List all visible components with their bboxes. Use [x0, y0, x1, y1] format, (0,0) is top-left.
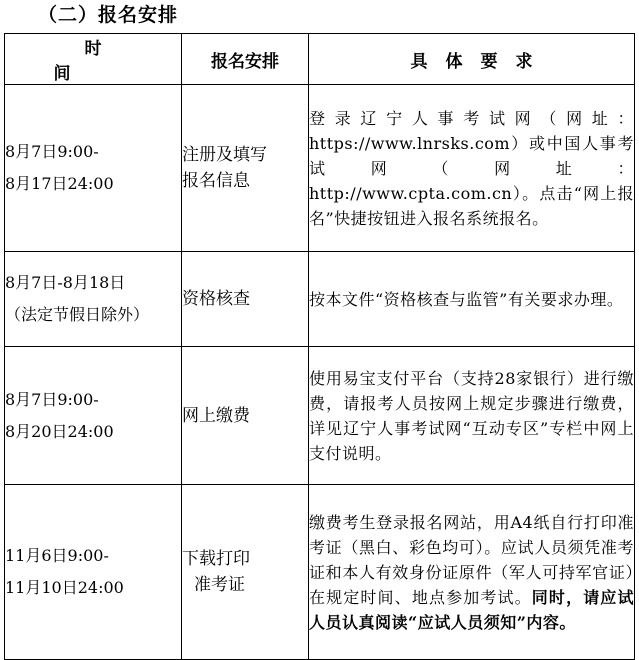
arrangement-cell [182, 252, 309, 347]
header-requirements: 具体要求 [309, 34, 635, 85]
table-row [5, 252, 635, 347]
table-row [5, 347, 635, 485]
arrangement-line: 网上缴费 [182, 405, 250, 426]
arrangement-line: 报名信息 [182, 171, 250, 191]
time-line: 8月7日9:00- [5, 142, 99, 161]
time-line: 8月20日24:00 [5, 421, 114, 441]
time-line: 11月6日9:00- [5, 546, 109, 565]
arrangement-line: 注册及填写 [182, 145, 267, 165]
time-line: （法定节假日除外） [5, 305, 150, 324]
time-line: 11月10日24:00 [5, 578, 124, 597]
time-cell [5, 252, 182, 347]
requirements-cell [309, 485, 635, 660]
arrangement-line: 准考证 [194, 575, 245, 595]
table-header-row [5, 34, 635, 85]
section-heading: （二）报名安排 [38, 4, 179, 26]
arrangement-cell [182, 485, 309, 660]
arrangement-line: 下载打印 [182, 549, 250, 569]
requirements-bold-notice: 同时，请应试人员认真阅读“应试人员须知”内容。 [309, 587, 634, 632]
time-line: 8月7日-8月18日 [5, 273, 126, 292]
arrangement-cell [182, 347, 309, 485]
time-cell [5, 85, 182, 252]
table-row [5, 485, 635, 660]
time-line: 8月7日9:00- [5, 389, 99, 409]
registration-schedule-table [4, 33, 635, 660]
arrangement-line: 资格核查 [182, 289, 250, 309]
time-cell [5, 485, 182, 660]
table-row [5, 85, 635, 252]
time-cell [5, 347, 182, 485]
requirements-text: 缴费考生登录报名网站，用A4纸自行打印准考证（黑白、彩色均可）。应试人员须凭准考证和本人有效身份证原件（军人可持军官证）在规定时间、地点参加考试。 [309, 512, 634, 607]
arrangement-cell [182, 85, 309, 252]
requirements-cell: 使用易宝支付平台（支持28家银行）进行缴费，请报考人员按网上规定步骤进行缴费，详见辽宁人事考试网“互动专区”专栏中网上支付说明。 [309, 347, 635, 485]
requirements-cell: 按本文件“资格核查与监管”有关要求办理。 [309, 252, 635, 347]
requirements-cell: 登录辽宁人事考试网（网址：https://www.lnrsks.com）或中国人事考试网（网址：http://www.cpta.com.cn）。点击“网上报名”快捷按钮进入报名系统报名。 [309, 85, 635, 252]
header-time: 时间 [5, 34, 182, 85]
header-arrangement: 报名安排 [182, 34, 309, 85]
time-line: 8月17日24:00 [5, 174, 114, 193]
